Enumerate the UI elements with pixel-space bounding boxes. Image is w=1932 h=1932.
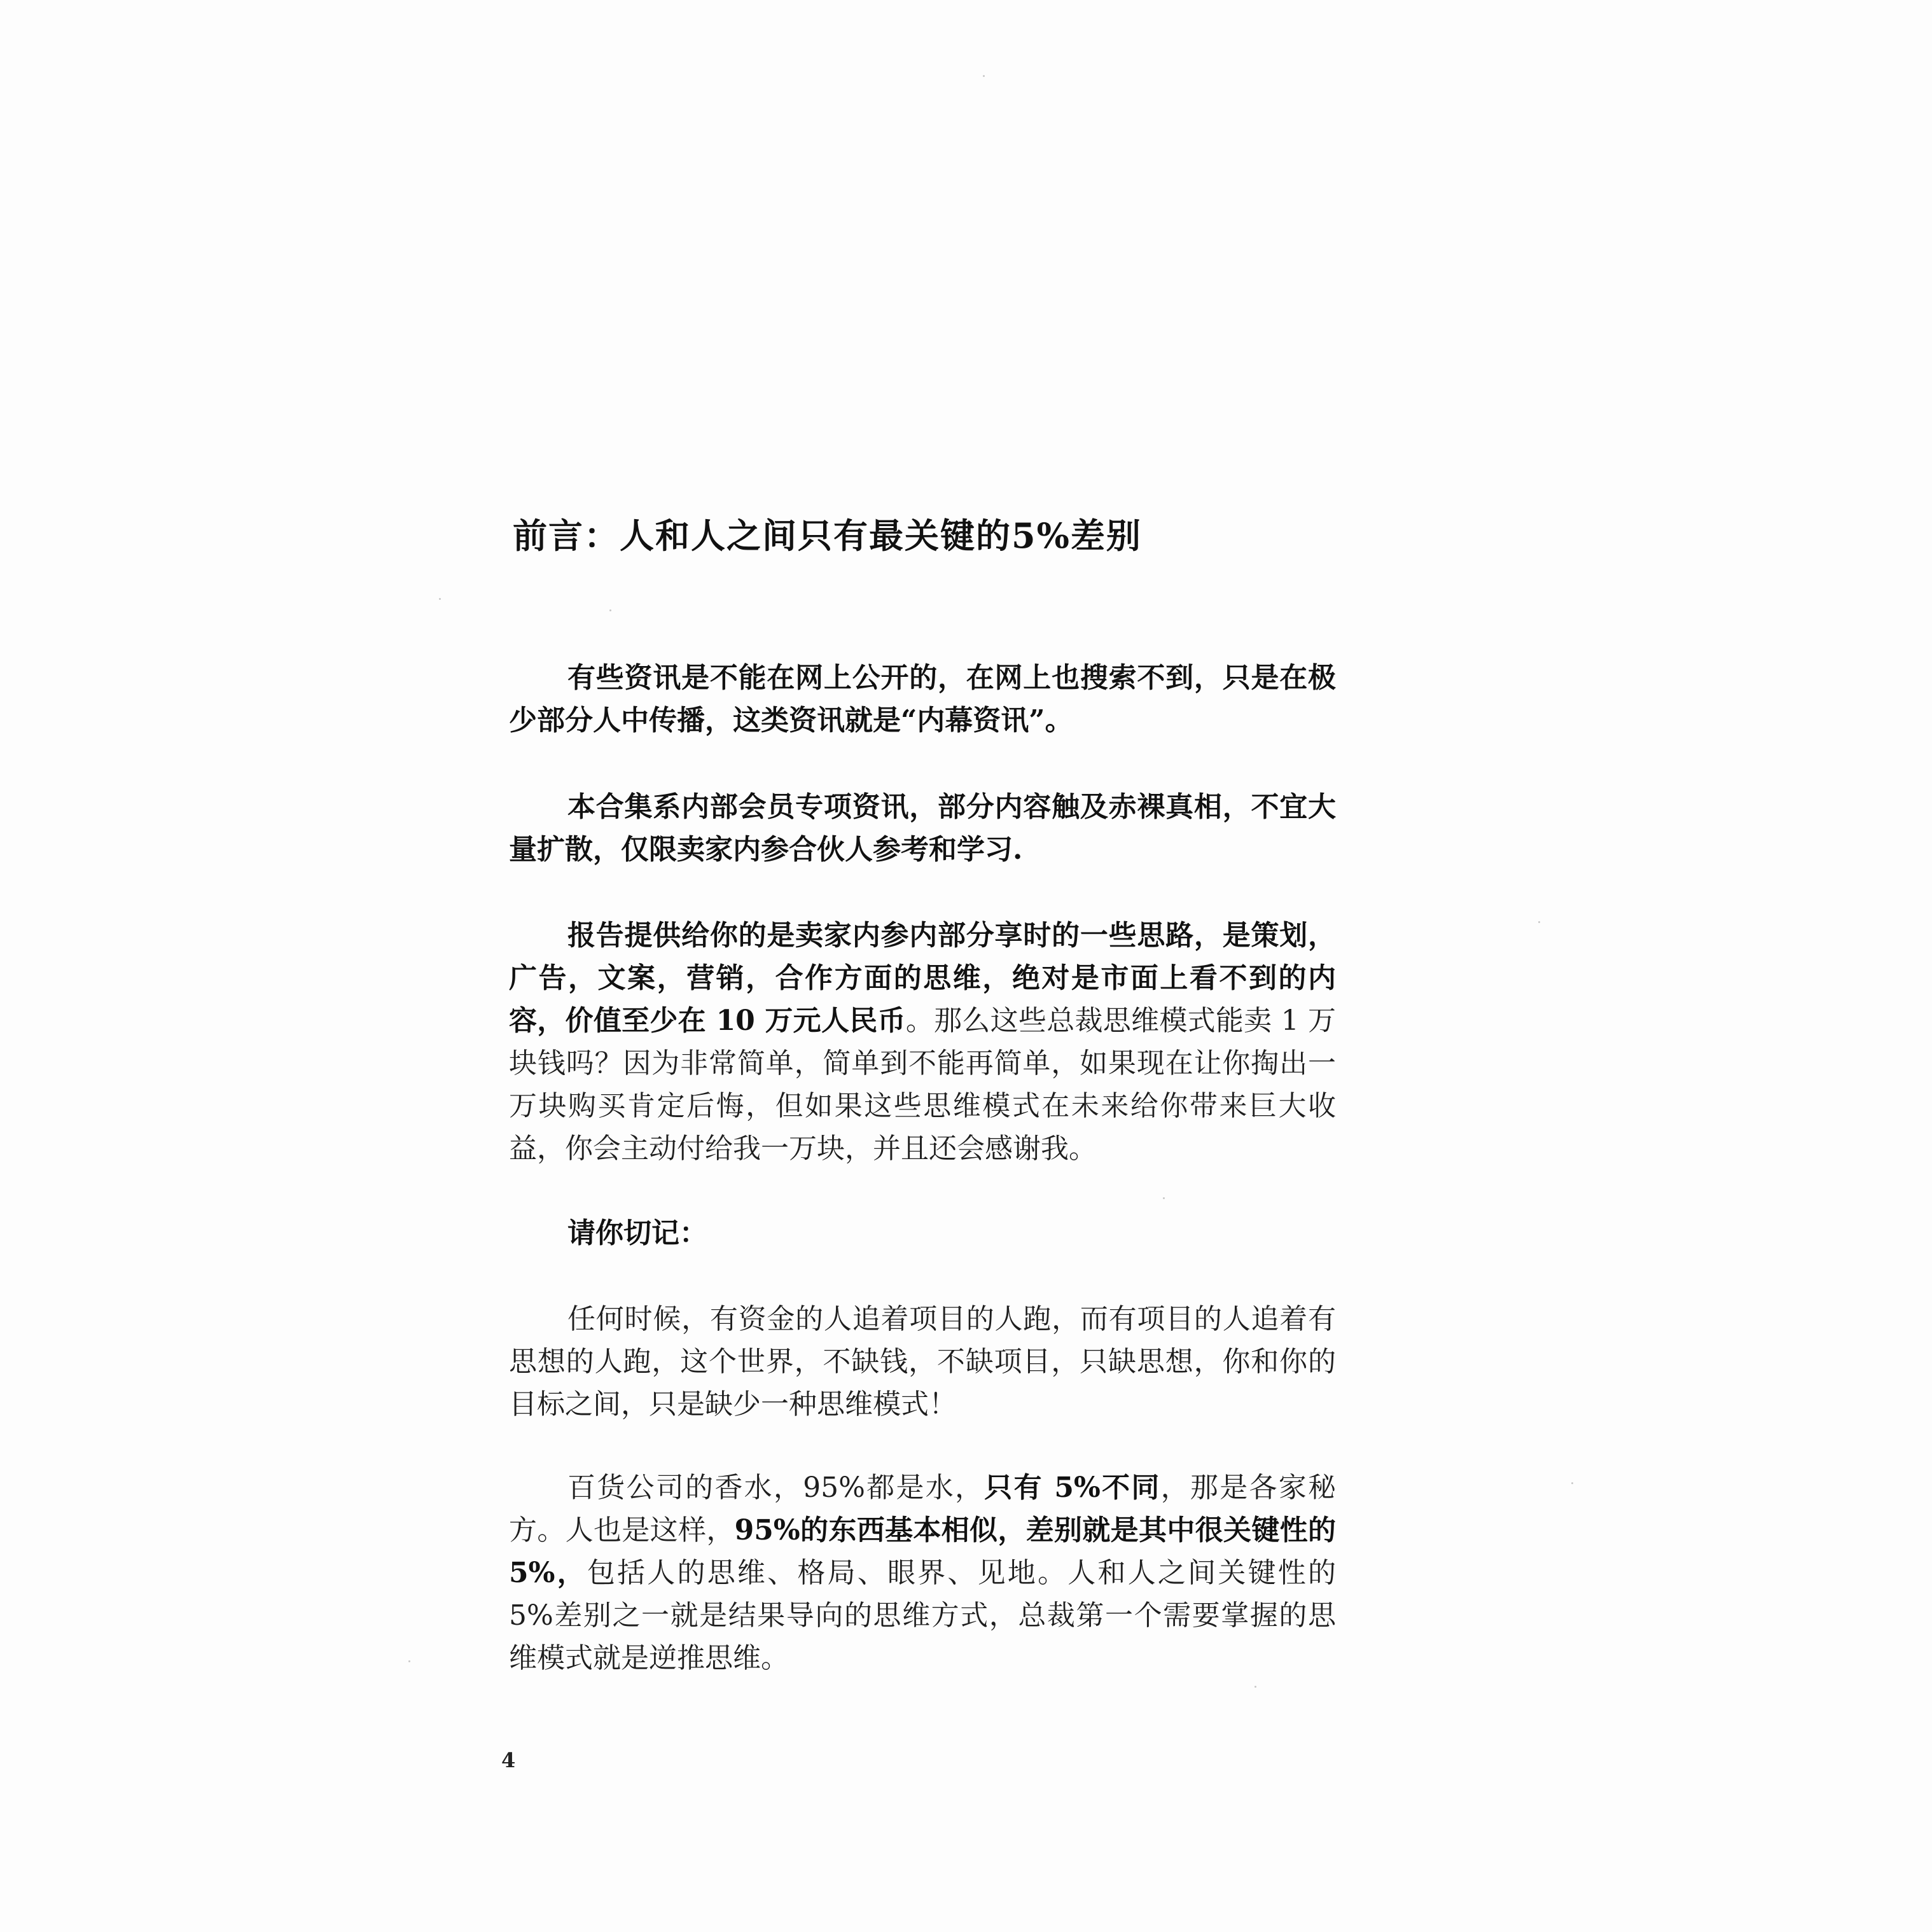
scan-speck (439, 598, 441, 600)
report-value-emphasis: 报告提供给你的是卖家内参内部分享时的一些思路，是策划，广告，文案，营销，合作方面的思维，绝对是市面上看不到的内容，价值至少在 10 万元人民币 (509, 919, 1336, 1037)
scan-speck (1163, 1197, 1165, 1199)
perfume-text-a: 百货公司的香水，95%都是水， (567, 1471, 985, 1504)
scan-speck (1571, 1482, 1573, 1484)
perfume-emphasis-d: 95%的东西基本相似，差别就是其中很关键性的 5%， (509, 1514, 1336, 1589)
page-number: 4 (501, 1748, 516, 1772)
page-title: 前言：人和人之间只有最关键的5%差别 (513, 515, 1142, 556)
paragraph-inside-info: 有些资讯是不能在网上公开的，在网上也搜索不到，只是在极少部分人中传播，这类资讯就是“内幕资讯”。 (509, 662, 1336, 737)
report-value-text: 。那么这些总裁思维模式能卖 1 万块钱吗？因为非常简单，简单到不能再简单，如果现在让你掏出一万块购买肯定后悔，但如果这些思维模式在未来给你带来巨大收益，你会主动付给我一万块，并且还会感谢我。 (509, 1004, 1336, 1165)
paragraph-perfume-analogy (509, 1466, 1336, 1679)
scan-speck (983, 75, 985, 77)
paragraph-mindset: 任何时候，有资金的人追着项目的人跑，而有项目的人追着有思想的人跑，这个世界，不缺钱，不缺项目，只缺思想，你和你的目标之间，只是缺少一种思维模式！ (509, 1303, 1336, 1421)
perfume-text-c: ，那是各家秘方。人也是这样， (509, 1471, 1337, 1546)
paragraph-member-notice: 本合集系内部会员专项资讯，部分内容触及赤裸真相，不宜大量扩散，仅限卖家内参合伙人参考和学习. (509, 791, 1336, 866)
perfume-text-e: 包括人的思维、格局、眼界、见地。人和人之间关键性的 5%差别之一就是结果导向的思维方式，总裁第一个需要掌握的思维模式就是逆推思维。 (509, 1557, 1336, 1674)
perfume-emphasis-b: 只有 5%不同 (984, 1471, 1161, 1504)
scan-speck (1254, 1686, 1256, 1688)
scan-speck (408, 1660, 410, 1662)
scan-speck (609, 609, 611, 611)
paragraph-remember-heading: 请你切记： (567, 1217, 707, 1249)
paragraph-report-value (509, 914, 1336, 1170)
scan-speck (1538, 921, 1540, 923)
